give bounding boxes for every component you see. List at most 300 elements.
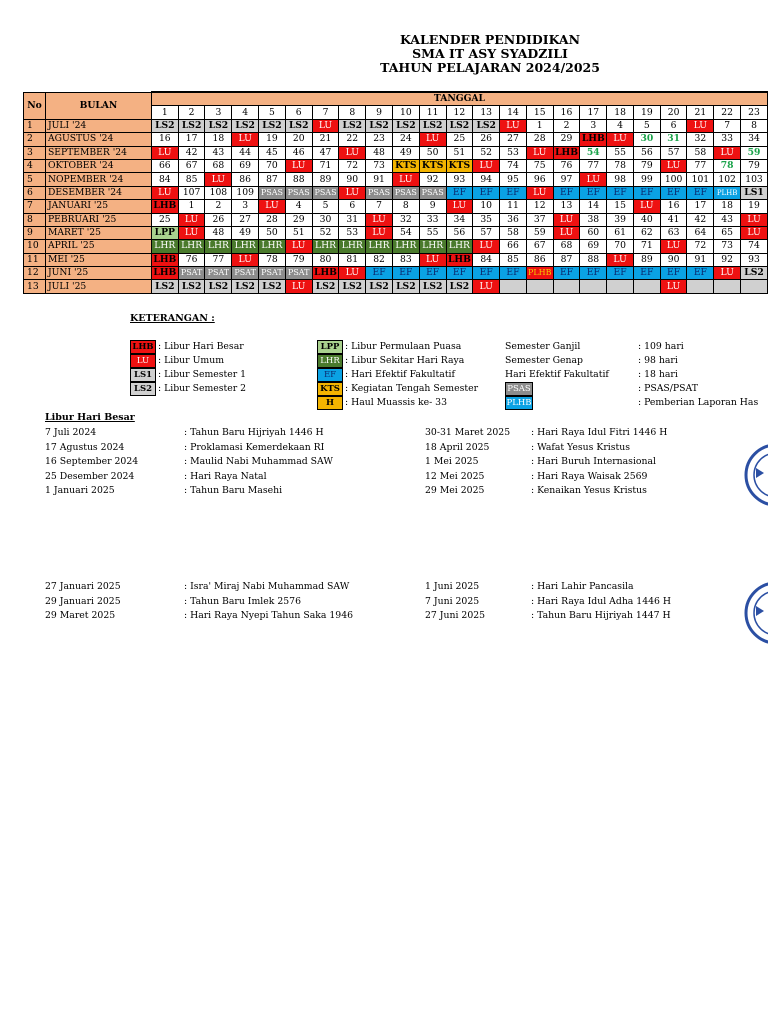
calendar-cell: LU <box>473 159 500 172</box>
calendar-cell: LU <box>419 133 446 146</box>
month-row <box>24 213 768 226</box>
calendar-cell: 30 <box>633 133 660 146</box>
calendar-cell: LU <box>232 133 259 146</box>
calendar-cell: 78 <box>259 253 286 266</box>
legend-value: : Pemberian Laporan Has <box>638 397 759 408</box>
row-number: 11 <box>24 253 46 266</box>
calendar-cell: LS2 <box>232 119 259 132</box>
legend-label: : Hari Efektif Fakultatif <box>345 369 455 380</box>
month-name: DESEMBER '24 <box>45 186 151 199</box>
page-title-line2: SMA IT ASY SYADZILI <box>412 46 568 61</box>
calendar-cell: 68 <box>205 159 232 172</box>
month-name: JUNI '25 <box>45 267 151 280</box>
calendar-cell: 51 <box>285 226 312 239</box>
legend-item <box>130 382 246 395</box>
calendar-cell: 92 <box>419 173 446 186</box>
calendar-cell: 3 <box>580 119 607 132</box>
calendar-cell: EF <box>660 267 687 280</box>
calendar-cell: 10 <box>473 200 500 213</box>
calendar-cell: PSAS <box>419 186 446 199</box>
calendar-cell: LHR <box>151 240 178 253</box>
calendar-cell: EF <box>687 186 714 199</box>
calendar-cell: 102 <box>714 173 741 186</box>
calendar-cell: 98 <box>607 173 634 186</box>
legend-swatch: LHB <box>130 340 156 354</box>
holidays-title: Libur Hari Besar <box>45 412 135 423</box>
legend-item <box>505 396 535 409</box>
calendar-cell: 89 <box>633 253 660 266</box>
calendar-cell: 27 <box>232 213 259 226</box>
holiday-date: 25 Desember 2024 <box>45 470 135 482</box>
calendar-cell: 96 <box>526 173 553 186</box>
header-tanggal: TANGGAL <box>151 92 767 106</box>
calendar-cell: LS2 <box>178 119 205 132</box>
calendar-cell: PSAS <box>366 186 393 199</box>
calendar-cell: LS2 <box>419 280 446 293</box>
calendar-cell: 33 <box>714 133 741 146</box>
calendar-cell: 62 <box>633 226 660 239</box>
holiday-name: : Hari Raya Idul Adha 1446 H <box>531 595 672 607</box>
semester-label: Hari Efektif Fakultatif <box>505 369 609 380</box>
calendar-cell: 37 <box>526 213 553 226</box>
calendar-cell: LS2 <box>473 119 500 132</box>
calendar-cell: 54 <box>392 226 419 239</box>
calendar-cell: LHR <box>205 240 232 253</box>
holiday-date: 1 Mei 2025 <box>425 456 479 467</box>
month-row <box>24 226 768 239</box>
calendar-cell: EF <box>660 186 687 199</box>
calendar-cell: 76 <box>178 253 205 266</box>
calendar-cell: LS1 <box>741 186 768 199</box>
calendar-cell: 39 <box>607 213 634 226</box>
legend-item <box>130 354 224 367</box>
legend-item <box>505 382 535 395</box>
calendar-cell: 95 <box>500 173 527 186</box>
legend-item <box>317 382 478 395</box>
calendar-cell: LU <box>660 280 687 293</box>
calendar-cell: 83 <box>392 253 419 266</box>
month-row <box>24 280 768 293</box>
day-header: 11 <box>419 106 446 119</box>
calendar-cell: 67 <box>178 159 205 172</box>
calendar-cell: 65 <box>714 226 741 239</box>
calendar-cell: LHB <box>153 253 177 265</box>
calendar-cell: 90 <box>339 173 366 186</box>
calendar-cell: 109 <box>232 186 259 199</box>
calendar-cell: EF <box>553 267 580 280</box>
calendar-cell: 74 <box>741 240 768 253</box>
calendar-cell: 32 <box>392 213 419 226</box>
calendar-cell: LU <box>500 119 527 132</box>
calendar-cell: LS2 <box>151 119 178 132</box>
calendar-cell: 9 <box>419 200 446 213</box>
legend-swatch: EF <box>317 368 343 382</box>
calendar-cell: 35 <box>473 213 500 226</box>
calendar-cell: LU <box>339 146 366 159</box>
legend-label: : Libur Semester 1 <box>158 369 247 380</box>
row-number: 2 <box>24 133 46 146</box>
row-number: 4 <box>24 159 46 172</box>
calendar-cell: 2 <box>205 200 232 213</box>
calendar-cell: PSAT <box>285 267 312 280</box>
calendar-cell: 30 <box>312 213 339 226</box>
legend-label: : Libur Semester 2 <box>158 383 247 394</box>
calendar-cell: EF <box>633 267 660 280</box>
calendar-cell: 21 <box>312 133 339 146</box>
calendar-cell: KTS <box>446 159 473 172</box>
calendar-cell: LU <box>741 226 768 239</box>
calendar-cell <box>633 280 660 293</box>
calendar-cell: 75 <box>526 159 553 172</box>
holiday-name: : Tahun Baru Hijriyah 1447 H <box>531 610 671 621</box>
holiday-date: 7 Juni 2025 <box>425 595 480 607</box>
calendar-cell: 2 <box>553 119 580 132</box>
calendar-cell: 22 <box>339 133 366 146</box>
calendar-cell: 82 <box>366 253 393 266</box>
calendar-cell: LHB <box>153 267 177 279</box>
holiday-name: : Hari Raya Idul Fitri 1446 H <box>531 427 668 438</box>
calendar-cell: LS2 <box>205 280 232 293</box>
month-row <box>24 267 768 280</box>
month-row <box>24 240 768 253</box>
day-header: 1 <box>151 106 178 119</box>
calendar-cell: LHR <box>259 240 286 253</box>
calendar-cell: LHR <box>232 240 259 253</box>
calendar-cell: LS2 <box>366 280 393 293</box>
calendar-cell: EF <box>473 267 500 280</box>
holiday-name: : Proklamasi Kemerdekaan RI <box>184 441 325 453</box>
calendar-cell: PLHB <box>714 186 741 199</box>
legend-label: : Libur Permulaan Puasa <box>345 341 462 352</box>
calendar-cell: 53 <box>500 146 527 159</box>
calendar-cell: PSAT <box>205 267 232 280</box>
calendar-cell: 40 <box>633 213 660 226</box>
calendar-cell: 26 <box>473 133 500 146</box>
row-number: 5 <box>24 173 46 186</box>
calendar-cell: LHB <box>581 133 605 145</box>
calendar-cell: LU <box>285 280 312 293</box>
calendar-cell: 28 <box>526 133 553 146</box>
holiday-date: 1 Juni 2025 <box>425 581 480 592</box>
calendar-cell: 20 <box>285 133 312 146</box>
calendar-cell <box>741 280 768 293</box>
calendar-cell: 55 <box>607 146 634 159</box>
calendar-cell: 34 <box>741 133 768 146</box>
calendar-cell: PSAS <box>259 186 286 199</box>
row-number: 8 <box>24 213 46 226</box>
calendar-cell: LHB <box>555 146 578 158</box>
calendar-cell: 1 <box>178 200 205 213</box>
calendar-cell: LU <box>553 213 580 226</box>
legend-swatch: PLHB <box>506 398 532 408</box>
school-logo-bottom <box>742 578 768 648</box>
day-header: 9 <box>366 106 393 119</box>
calendar-cell: 57 <box>473 226 500 239</box>
calendar-cell: 101 <box>687 173 714 186</box>
calendar-cell: 71 <box>312 159 339 172</box>
holiday-date: 12 Mei 2025 <box>425 470 485 482</box>
calendar-cell: 78 <box>607 159 634 172</box>
calendar-cell: 56 <box>446 226 473 239</box>
legend-value: : PSAS/PSAT <box>638 383 698 394</box>
calendar-cell: LU <box>178 213 205 226</box>
calendar-cell: LU <box>526 186 553 199</box>
calendar-cell: 52 <box>312 226 339 239</box>
calendar-cell <box>580 280 607 293</box>
calendar-cell: 60 <box>580 226 607 239</box>
calendar-cell: 77 <box>687 159 714 172</box>
calendar-cell: 16 <box>151 133 178 146</box>
calendar-cell: PSAS <box>285 186 312 199</box>
calendar-cell: 18 <box>205 133 232 146</box>
calendar-cell: EF <box>580 186 607 199</box>
calendar-cell: LU <box>473 280 500 293</box>
calendar-cell: 88 <box>285 173 312 186</box>
calendar-cell: 17 <box>687 200 714 213</box>
calendar-cell: 85 <box>500 253 527 266</box>
legend-item <box>130 368 246 381</box>
calendar-cell: 50 <box>259 226 286 239</box>
day-header: 16 <box>553 106 580 119</box>
month-name: APRIL '25 <box>45 240 151 253</box>
calendar-cell: LU <box>259 200 286 213</box>
semester-label: Semester Ganjil <box>505 341 581 352</box>
calendar-cell: PLHB <box>526 267 553 280</box>
calendar-cell: 92 <box>714 253 741 266</box>
day-header: 6 <box>285 106 312 119</box>
calendar-cell: 84 <box>473 253 500 266</box>
calendar-cell: 55 <box>419 226 446 239</box>
month-row <box>24 253 768 266</box>
calendar-cell: 17 <box>178 133 205 146</box>
holiday-name: : Hari Buruh Internasional <box>531 456 657 467</box>
calendar-table <box>23 91 768 294</box>
calendar-cell: 49 <box>232 226 259 239</box>
calendar-cell: LHR <box>419 240 446 253</box>
calendar-cell: 90 <box>660 253 687 266</box>
calendar-cell: 14 <box>580 200 607 213</box>
page-title-line1: KALENDER PENDIDIKAN <box>399 32 581 47</box>
calendar-cell: LU <box>714 146 741 159</box>
day-header: 22 <box>714 106 741 119</box>
calendar-cell: LHB <box>447 253 471 265</box>
calendar-cell: 7 <box>366 200 393 213</box>
calendar-cell: 18 <box>714 200 741 213</box>
holiday-date: 29 Mei 2025 <box>425 485 485 496</box>
header-no: No <box>24 92 46 119</box>
calendar-cell: LHR <box>312 240 339 253</box>
holiday-date: 27 Juni 2025 <box>425 610 486 621</box>
calendar-cell: LU <box>339 267 366 280</box>
legend-swatch: LPP <box>317 340 343 354</box>
calendar-cell: LS2 <box>178 280 205 293</box>
calendar-cell: LU <box>205 173 232 186</box>
calendar-cell: 8 <box>392 200 419 213</box>
calendar-cell: LU <box>366 213 393 226</box>
legend-swatch: LS1 <box>130 368 156 382</box>
calendar-cell: 80 <box>312 253 339 266</box>
calendar-cell: EF <box>419 267 446 280</box>
legend-swatch: H <box>317 396 343 410</box>
calendar-cell: EF <box>500 186 527 199</box>
calendar-cell: 6 <box>339 200 366 213</box>
calendar-cell: LU <box>473 240 500 253</box>
calendar-cell: 44 <box>232 146 259 159</box>
calendar-cell: 4 <box>285 200 312 213</box>
calendar-cell <box>553 280 580 293</box>
calendar-cell: 19 <box>259 133 286 146</box>
calendar-cell: LU <box>285 159 312 172</box>
calendar-cell: 47 <box>312 146 339 159</box>
calendar-cell: LS2 <box>446 280 473 293</box>
legend-value: : 18 hari <box>638 369 678 380</box>
calendar-cell <box>526 280 553 293</box>
calendar-cell: 99 <box>633 173 660 186</box>
calendar-cell: 85 <box>178 173 205 186</box>
calendar-cell: 89 <box>312 173 339 186</box>
calendar-cell: 77 <box>205 253 232 266</box>
holiday-date: 16 September 2024 <box>45 456 139 467</box>
calendar-cell: LU <box>607 133 634 146</box>
legend-swatch: LS2 <box>130 382 156 396</box>
calendar-cell: 28 <box>259 213 286 226</box>
calendar-cell: 86 <box>232 173 259 186</box>
calendar-cell: 45 <box>259 146 286 159</box>
calendar-cell: 58 <box>687 146 714 159</box>
calendar-cell: PSAT <box>178 267 205 280</box>
calendar-cell: 91 <box>687 253 714 266</box>
month-name: MARET '25 <box>45 226 151 239</box>
calendar-cell <box>687 280 714 293</box>
calendar-cell: LS2 <box>259 280 286 293</box>
day-header: 19 <box>633 106 660 119</box>
calendar-cell: 42 <box>178 146 205 159</box>
calendar-cell <box>500 280 527 293</box>
holiday-name: : Isra' Miraj Nabi Muhammad SAW <box>184 581 350 592</box>
calendar-cell: 7 <box>714 119 741 132</box>
month-name: OKTOBER '24 <box>45 159 151 172</box>
holiday-name: : Kenaikan Yesus Kristus <box>531 485 647 496</box>
calendar-cell: 57 <box>660 146 687 159</box>
legend-item <box>130 340 244 353</box>
calendar-cell: 84 <box>151 173 178 186</box>
day-header: 20 <box>660 106 687 119</box>
semester-label: Semester Genap <box>505 355 584 366</box>
row-number: 7 <box>24 200 46 213</box>
calendar-cell: LS2 <box>285 119 312 132</box>
calendar-cell: LS2 <box>259 119 286 132</box>
holiday-name: : Hari Raya Natal <box>184 470 267 482</box>
legend-label: : Libur Sekitar Hari Raya <box>345 355 465 366</box>
day-header: 4 <box>232 106 259 119</box>
calendar-cell: 31 <box>660 133 687 146</box>
calendar-cell: 59 <box>526 226 553 239</box>
calendar-cell: 68 <box>553 240 580 253</box>
calendar-cell: 3 <box>232 200 259 213</box>
month-name: MEI '25 <box>45 253 151 266</box>
holiday-date: 27 Januari 2025 <box>45 581 121 592</box>
holiday-name: : Tahun Baru Hijriyah 1446 H <box>184 427 324 438</box>
day-header: 14 <box>500 106 527 119</box>
row-number: 10 <box>24 240 46 253</box>
calendar-cell: LS2 <box>312 280 339 293</box>
calendar-cell: LS2 <box>392 280 419 293</box>
holiday-name: : Wafat Yesus Kristus <box>531 441 630 453</box>
calendar-cell: LU <box>392 173 419 186</box>
calendar-cell: 19 <box>741 200 768 213</box>
holiday-date: 18 April 2025 <box>425 441 490 453</box>
holiday-date: 1 Januari 2025 <box>45 485 115 496</box>
calendar-cell: LS2 <box>741 267 768 280</box>
row-number: 9 <box>24 226 46 239</box>
calendar-cell: 67 <box>526 240 553 253</box>
calendar-cell: 79 <box>741 159 768 172</box>
calendar-cell: 43 <box>205 146 232 159</box>
calendar-cell: EF <box>633 186 660 199</box>
calendar-cell: LU <box>232 253 259 266</box>
calendar-cell: 56 <box>633 146 660 159</box>
calendar-cell: EF <box>553 186 580 199</box>
calendar-cell: 87 <box>259 173 286 186</box>
calendar-cell: 48 <box>205 226 232 239</box>
calendar-cell: LU <box>607 253 634 266</box>
calendar-cell: LS2 <box>232 280 259 293</box>
calendar-cell: 76 <box>553 159 580 172</box>
calendar-cell: 16 <box>660 200 687 213</box>
calendar-cell: 94 <box>473 173 500 186</box>
calendar-cell: LHR <box>392 240 419 253</box>
school-logo-top <box>742 440 768 510</box>
calendar-cell: LS2 <box>151 280 178 293</box>
row-number: 6 <box>24 186 46 199</box>
calendar-cell: PSAT <box>259 267 286 280</box>
row-number: 13 <box>24 280 46 293</box>
calendar-cell: PSAS <box>312 186 339 199</box>
calendar-cell: 27 <box>500 133 527 146</box>
month-name: NOPEMBER '24 <box>45 173 151 186</box>
calendar-cell: 29 <box>285 213 312 226</box>
calendar-cell: 50 <box>419 146 446 159</box>
legend-value: : 109 hari <box>638 341 684 352</box>
calendar-cell: LS2 <box>339 280 366 293</box>
calendar-cell: LU <box>419 253 446 266</box>
calendar-cell: LHR <box>178 240 205 253</box>
row-number: 3 <box>24 146 46 159</box>
calendar-cell: LU <box>660 240 687 253</box>
calendar-cell: EF <box>607 267 634 280</box>
calendar-cell: LU <box>633 200 660 213</box>
calendar-cell: 13 <box>553 200 580 213</box>
calendar-cell: 59 <box>741 146 768 159</box>
legend-value: : 98 hari <box>638 355 678 366</box>
calendar-cell: EF <box>500 267 527 280</box>
calendar-cell: 69 <box>580 240 607 253</box>
legend-label: : Libur Hari Besar <box>158 341 244 352</box>
calendar-cell: 79 <box>285 253 312 266</box>
calendar-cell: 61 <box>607 226 634 239</box>
calendar-cell: EF <box>446 186 473 199</box>
calendar-cell: 25 <box>151 213 178 226</box>
legend-item <box>317 354 464 367</box>
calendar-cell: 72 <box>339 159 366 172</box>
calendar-cell: 71 <box>633 240 660 253</box>
holiday-date: 7 Juli 2024 <box>45 427 97 438</box>
month-row <box>24 119 768 132</box>
calendar-cell: 70 <box>259 159 286 172</box>
calendar-cell: 48 <box>366 146 393 159</box>
calendar-cell: 103 <box>741 173 768 186</box>
day-header: 21 <box>687 106 714 119</box>
